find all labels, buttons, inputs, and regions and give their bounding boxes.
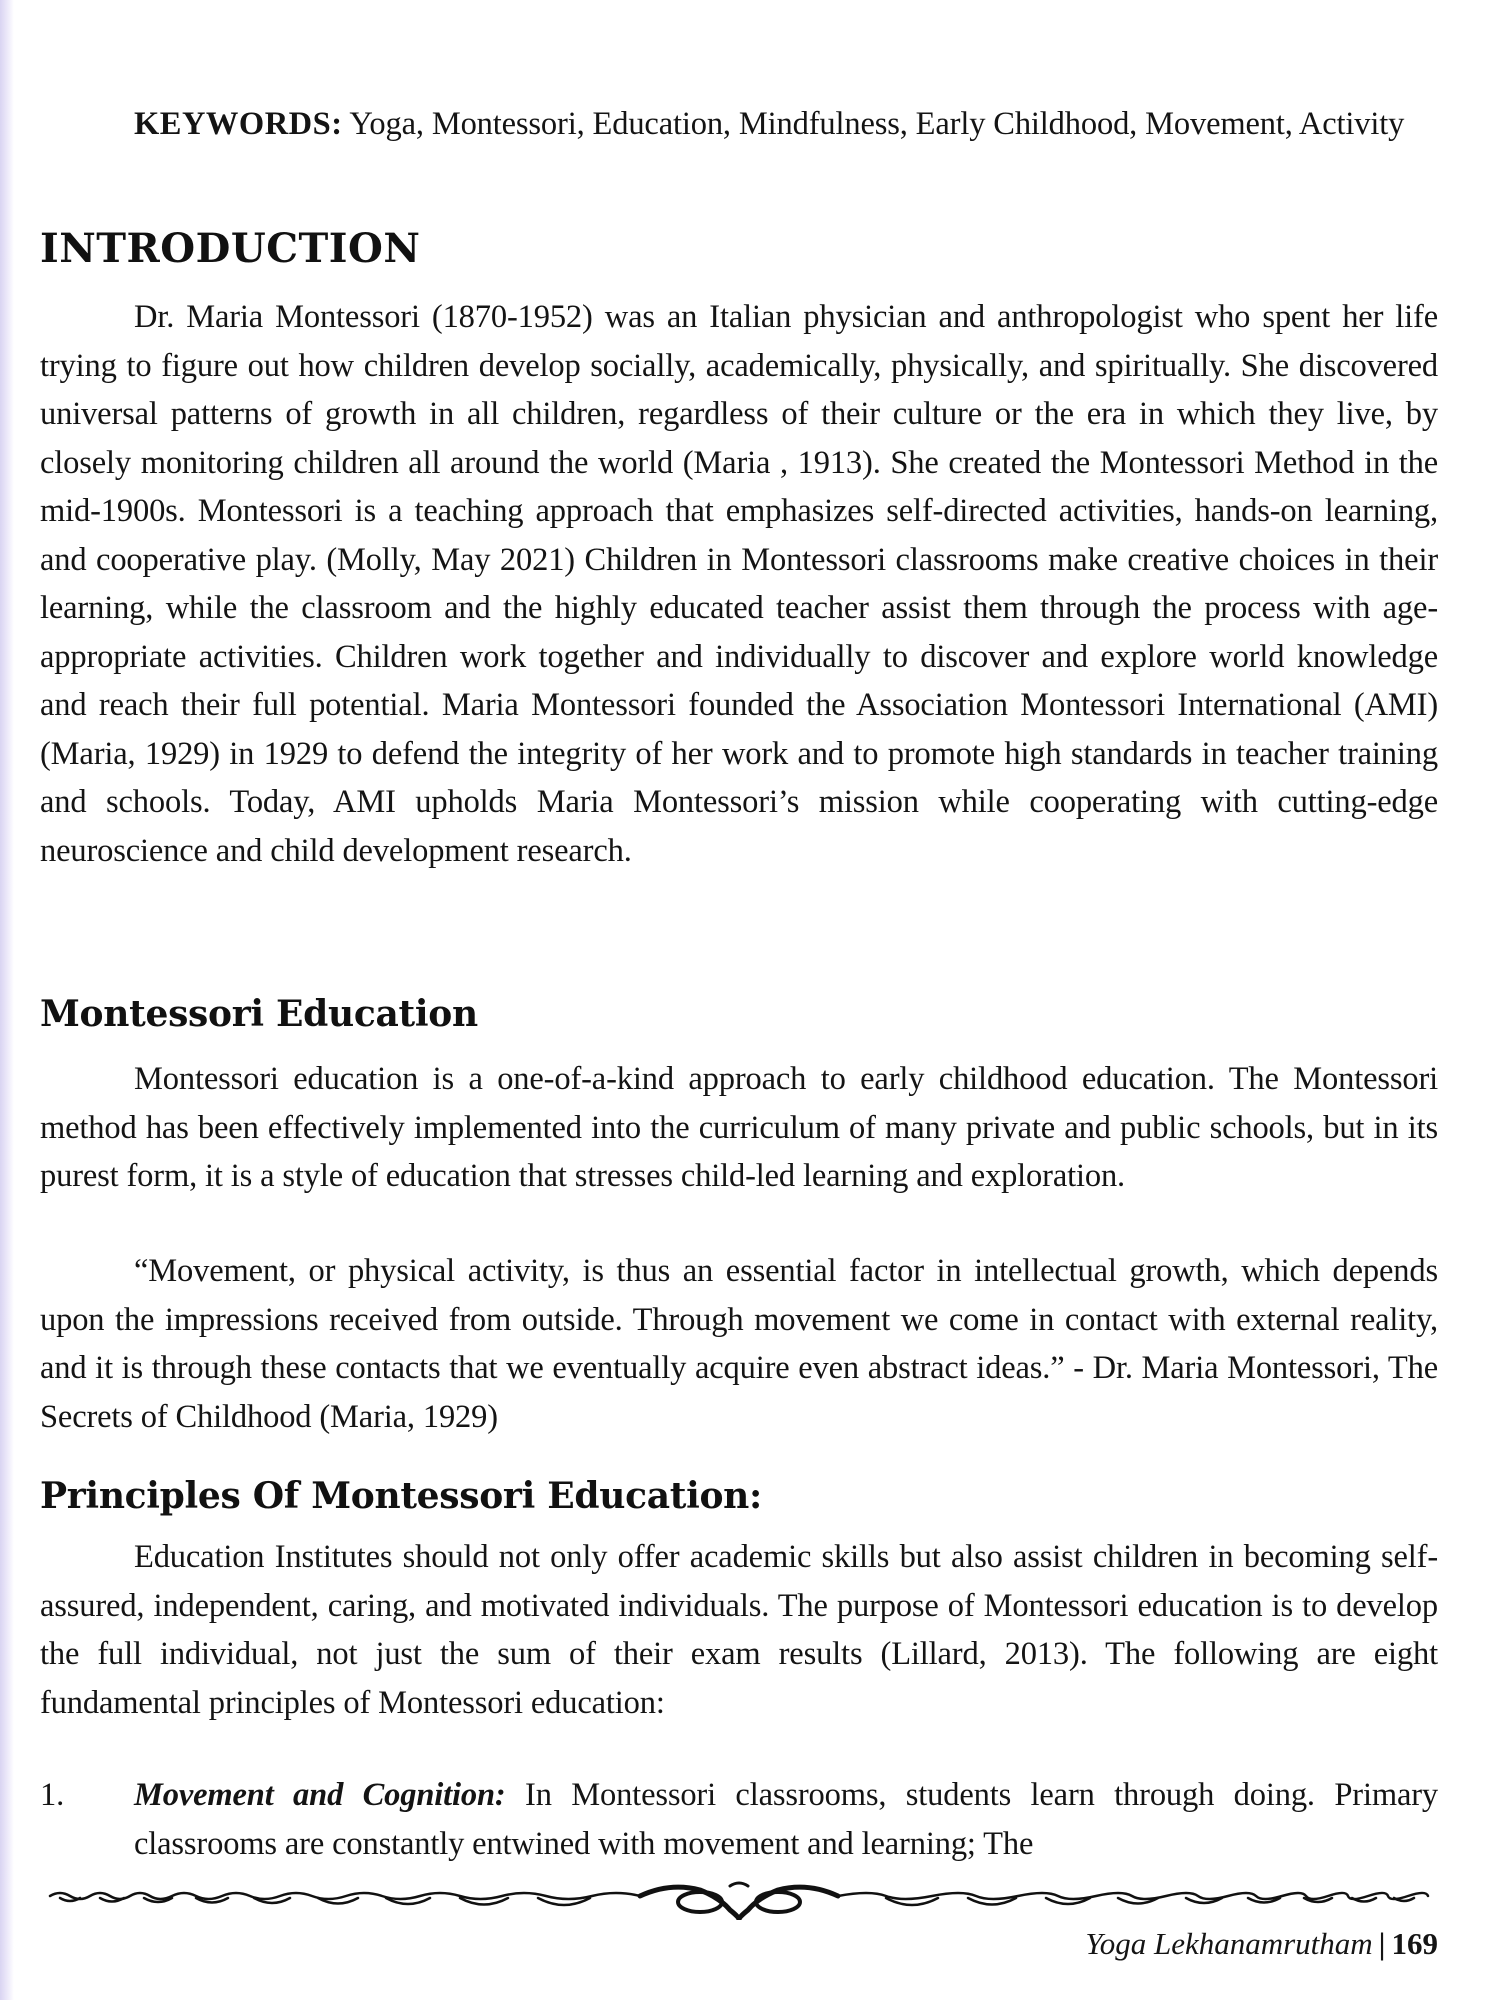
page-footer (1085, 1926, 1438, 1962)
introduction-paragraph: Dr. Maria Montessori (1870-1952) was an Italian physician and anthropologist who spent her life trying to figure out how children develop socially, academically, physically, and spiritually. She discovered universal patterns of growth in all children, regardless of their culture or the era in which they live, by closely monitoring children all around the world (Maria , 1913). She created the Montessori Method in the mid-1900s. Montessori is a teaching approach that emphasizes self-directed activities, hands-on learning, and cooperative play. (Molly, May 2021) Children in Montessori classrooms make creative choices in their learning, while the classroom and the highly educated teacher assist them through the process with age-appropriate activities. Children work together and individually to discover and explore world knowledge and reach their full potential. Maria Montessori founded the Association Montessori International (AMI) (Maria, 1929) in 1929 to defend the integrity of her work and to promote high standards in teacher training and schools. Today, AMI upholds Maria Montessori’s mission while cooperating with cutting-edge neuroscience and child development research. (40, 299, 1438, 869)
list-item (40, 1771, 1438, 1868)
principles-paragraph: Education Institutes should not only offer academic skills but also assist children in becoming self-assured, independent, caring, and motivated individuals. The purpose of Montessori education is to develop the full individual, not just the sum of their exam results (Lillard, 2013). The following are eight fundamental principles of Montessori education: (40, 1539, 1438, 1721)
flourish-divider-icon (40, 1880, 1438, 1920)
montessori-education-heading: Montessori Education (40, 993, 478, 1035)
list-item-text: In Montessori classrooms, students learn through doing. Primary classrooms are constantly entwined with movement and learning; The (134, 1777, 1438, 1862)
list-item-title: Movement and Cognition: (134, 1777, 506, 1813)
keywords-label: KEYWORDS: (134, 106, 343, 142)
book-title: Yoga Lekhanamrutham (1085, 1926, 1373, 1961)
principles-list (40, 1771, 1438, 1868)
scan-edge-shadow (0, 0, 14, 2000)
introduction-heading: INTRODUCTION (40, 225, 421, 272)
page-number: 169 (1391, 1926, 1438, 1961)
list-item-number: 1. (40, 1777, 65, 1813)
principles-heading: Principles Of Montessori Education: (40, 1475, 763, 1517)
keywords-list: Yoga, Montessori, Education, Mindfulness, Early Childhood, Movement, Activity (349, 106, 1405, 142)
montessori-education-paragraph: Montessori education is a one-of-a-kind approach to early childhood education. The Montessori method has been effectively implemented into the curriculum of many private and public schools, but in its purest form, it is a style of education that stresses child-led learning and exploration. (40, 1061, 1438, 1194)
footer-separator: | (1378, 1926, 1386, 1961)
montessori-quote: “Movement, or physical activity, is thus an essential factor in intellectual growth, which depends upon the impressions received from outside. Through movement we come in contact with external reality, and it is through these contacts that we eventually acquire even abstract ideas.” - Dr. Maria Montessori, The Secrets of Childhood (Maria, 1929) (40, 1253, 1438, 1435)
keywords-paragraph (40, 100, 1438, 149)
